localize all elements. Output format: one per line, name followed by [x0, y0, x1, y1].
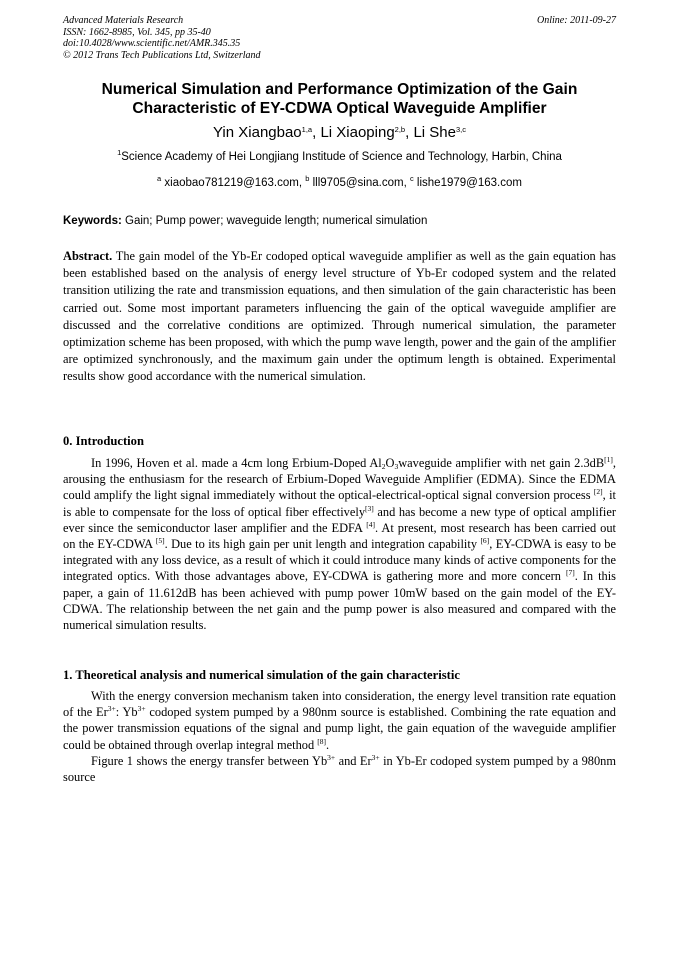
- affiliation-text: Science Academy of Hei Longjiang Institude of Science and Technology, Harbin, China: [121, 151, 562, 163]
- journal-header: [63, 15, 616, 61]
- keywords-text: Gain; Pump power; waveguide length; numerical simulation: [125, 215, 428, 227]
- citation-ref: [2]: [593, 487, 603, 497]
- keywords: [63, 214, 616, 228]
- copyright-line: © 2012 Trans Tech Publications Ltd, Switzerland: [63, 49, 261, 61]
- introduction-body: [63, 455, 616, 633]
- email-address: lll9705@sina.com,: [312, 177, 407, 189]
- section1-body: [63, 688, 616, 785]
- citation-ref: [5]: [155, 536, 165, 546]
- intro-text: . In this paper, a gain of 11.612dB has been achieved with pump power 10mW based on the gain model of the EY-CDWA. The relationship between the net gain and the pump power is also measured and compared with the numerical simulation results.: [63, 569, 616, 633]
- abstract-text: The gain model of the Yb-Er codoped optical waveguide amplifier as well as the gain equation has been established based on the analysis of energy level structure of Yb-Er codoped system and the related transition utilizing the rate and transmission equations, and then simulation of the gain characteristic has been carried out. Some most important parameters influencing the gain of the optical waveguide amplifier are discussed and the correlative conditions are optimized. Through numerical simulation, the parameter optimization scheme has been proposed, with which the pump wave length, power and the gain of the amplifier are optimized synchronously, and the maximum gain under the optimum length is obtained. Experimental results show good accordance with the numerical simulation.: [63, 249, 616, 384]
- doi-line: doi:10.4028/www.scientific.net/AMR.345.35: [63, 38, 241, 49]
- author-name: Li Xiaoping: [320, 124, 395, 141]
- email-sup: b: [305, 174, 310, 183]
- intro-text: , it is able to compensate for the loss of optical fiber effectively: [63, 488, 616, 519]
- section1-text: in Yb-Er codoped system pumped by a 980nm source: [63, 753, 617, 785]
- email-address: lishe1979@163.com: [416, 177, 522, 189]
- intro-text: In 1996, Hoven et al. made a 4cm long Erbium-Doped Al: [91, 456, 382, 470]
- intro-text: , EY-CDWA is easy to be integrated with any loss device, as a result of which it could introduce many kinds of active components for the integrated optics. With those advantages above, EY-CDWA is gathering more and more concern: [63, 537, 617, 584]
- citation-ref: [6]: [480, 536, 490, 546]
- section1-text: and Er: [335, 753, 372, 768]
- paper-title: [63, 80, 616, 118]
- section1-text: : Yb: [115, 705, 138, 720]
- subscript: 3: [394, 462, 399, 471]
- affiliation: [63, 150, 616, 164]
- author-list: Yin Xiangbao$^{1,a}$, Li Xiaoping$^{2,b}$, Li She$^{3,c}$: [212, 124, 467, 141]
- citation-ref: [7]: [565, 568, 575, 578]
- author-sup: 2,b: [394, 125, 406, 134]
- section1-paragraph: [63, 688, 616, 753]
- superscript: 3+: [327, 752, 336, 762]
- online-date: Online: 2011-09-27: [537, 15, 616, 26]
- section1-paragraph: [63, 753, 616, 785]
- superscript: 3+: [137, 704, 146, 714]
- keywords-label: Keywords:: [63, 215, 122, 227]
- intro-text: . At present, most research has been carried out on the EY-CDWA: [63, 520, 616, 552]
- email-list: [63, 176, 616, 190]
- intro-text: O: [385, 456, 395, 470]
- abstract: [63, 248, 616, 386]
- author-name: Yin Xiangbao: [212, 124, 302, 141]
- author-sup: 3,c: [456, 125, 467, 134]
- subscript: 2: [381, 462, 386, 471]
- intro-paragraph: [63, 455, 616, 633]
- affiliation-sup: 1: [117, 148, 122, 157]
- section1-text: .: [326, 737, 330, 752]
- superscript: 3+: [107, 704, 116, 714]
- section-heading-introduction: 0. Introduction: [63, 434, 144, 448]
- email-sup: c: [409, 174, 414, 183]
- citation-ref: [8]: [317, 736, 327, 746]
- section-heading-theory: 1. Theoretical analysis and numerical simulation of the gain characteristic: [63, 668, 460, 682]
- email-sup: a: [157, 174, 162, 183]
- section1-text: Figure 1 shows the energy transfer between Yb: [91, 753, 328, 768]
- citation-ref: [3]: [365, 503, 374, 513]
- author-name: Li She: [413, 124, 456, 141]
- title-line-2: Characteristic of EY-CDWA Optical Waveguide Amplifier: [132, 100, 547, 117]
- section1-text: codoped system pumped by a 980nm source is established. Combining the rate equation and the power transmission equations of the signal and pump light, the gain equation of the waveguide amplifier could be obtained through overlap integral method: [63, 705, 616, 752]
- email-address: xiaobao781219@163.com,: [164, 177, 303, 189]
- author-sup: 1,a: [301, 125, 313, 134]
- abstract-label: Abstract.: [63, 249, 113, 263]
- intro-text: . Due to its high gain per unit length and integration capability: [164, 537, 478, 552]
- intro-text: and has become a new type of optical amplifier ever since the semiconductor laser amplifier and the EDFA: [63, 504, 616, 535]
- title-line-1: Numerical Simulation and Performance Optimization of the Gain: [101, 81, 578, 98]
- citation-ref: [4]: [366, 519, 375, 529]
- superscript: 3+: [371, 752, 380, 762]
- intro-text: , arousing the enthusiasm for the research of Erbium-Doped Waveguide Amplifier (EDMA). Since the EDMA could amplify the light signal immediately without the optical-electrical-optical signal conversion process: [63, 456, 616, 503]
- section1-text: With the energy conversion mechanism taken into consideration, the energy level transition rate equation of the Er: [63, 689, 616, 720]
- citation-ref: [1]: [604, 455, 613, 464]
- issn-line: ISSN: 1662-8985, Vol. 345, pp 35-40: [63, 26, 211, 38]
- journal-name: Advanced Materials Research: [63, 15, 184, 26]
- intro-text: waveguide amplifier with net gain 2.3dB: [398, 456, 605, 470]
